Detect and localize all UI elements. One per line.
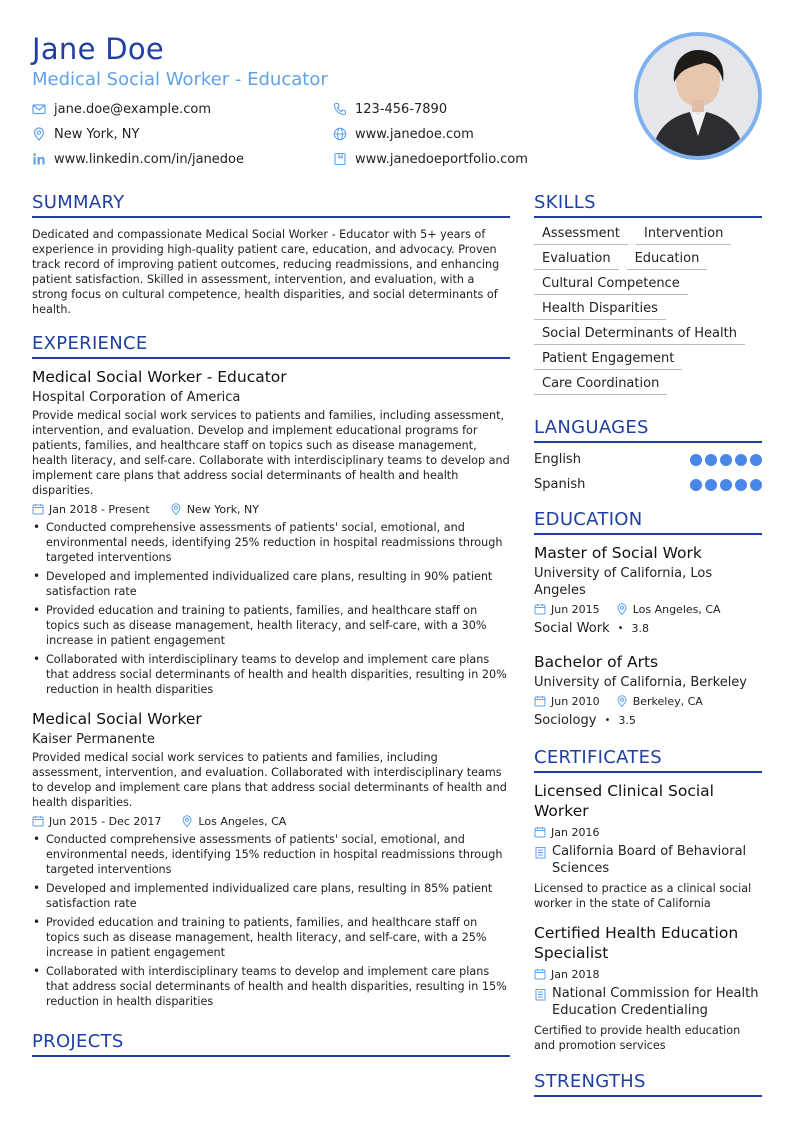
globe-icon <box>333 127 347 141</box>
proficiency-dot <box>720 454 732 466</box>
calendar-icon <box>534 603 546 615</box>
job-entry <box>32 367 510 697</box>
education-field-row <box>534 712 762 729</box>
contact-phone[interactable] <box>333 100 447 118</box>
certificate-date-row <box>534 966 762 982</box>
phone-icon <box>333 102 347 116</box>
contact-linkedin[interactable] <box>32 150 244 168</box>
education-gpa: 3.8 <box>631 622 650 635</box>
proficiency-dot <box>750 454 762 466</box>
certificates-heading: CERTIFICATES <box>534 747 762 773</box>
left-column <box>32 192 510 1057</box>
linkedin-icon <box>32 152 46 166</box>
resume-header <box>32 32 592 92</box>
map-pin-icon <box>616 603 628 615</box>
job-location: New York, NY <box>186 502 259 516</box>
job-description: Provided medical social work services to patients and families, including assessment, intervention, and evaluation. Collaborated with interdisciplinary teams to develop and implement care plans that address social determinants of health and health disparities. <box>32 751 507 809</box>
education-location-wrap <box>616 695 703 708</box>
candidate-role: Medical Social Worker - Educator <box>32 69 328 90</box>
map-pin-icon <box>181 815 193 827</box>
skill-tag: Education <box>627 249 708 270</box>
education-entry <box>534 652 762 729</box>
education-location: Los Angeles, CA <box>632 602 721 616</box>
skill-tag: Social Determinants of Health <box>534 324 745 345</box>
education-entry <box>534 543 762 637</box>
map-pin-icon <box>32 127 46 141</box>
education-location: Berkeley, CA <box>632 694 703 708</box>
language-row <box>534 472 762 497</box>
language-row <box>534 447 762 472</box>
skills-list <box>534 224 762 399</box>
certificate-description: Certified to provide health education and promotion services <box>534 1024 741 1052</box>
job-dates: Jan 2018 - Present <box>49 502 150 516</box>
job-meta <box>32 501 510 517</box>
proficiency-dot <box>690 479 702 491</box>
proficiency-dot <box>705 479 717 491</box>
bookmark-icon <box>333 152 347 166</box>
education-field: Sociology <box>534 713 597 728</box>
certificate-description: Licensed to practice as a clinical social worker in the state of California <box>534 882 752 910</box>
job-bullets <box>32 832 510 1009</box>
map-pin-icon <box>616 695 628 707</box>
contact-email[interactable] <box>32 100 211 118</box>
job-entry <box>32 709 510 1009</box>
envelope-icon <box>32 102 46 116</box>
education-date: Jun 2015 <box>551 602 600 616</box>
projects-heading: PROJECTS <box>32 1031 510 1057</box>
portrait-image <box>638 36 758 156</box>
education-gpa: 3.5 <box>618 714 636 727</box>
contact-website[interactable] <box>333 125 474 143</box>
certificate-title: Licensed Clinical Social Worker <box>534 782 714 820</box>
building-icon <box>534 846 547 859</box>
education-meta <box>534 601 762 617</box>
school-name: University of California, Berkeley <box>534 675 747 690</box>
proficiency-dot <box>735 454 747 466</box>
language-name: Spanish <box>534 477 586 492</box>
job-company: Hospital Corporation of America <box>32 390 241 405</box>
language-name: English <box>534 452 581 467</box>
certificate-org: California Board of Behavioral Sciences <box>552 844 747 876</box>
certificate-entry <box>534 923 762 1053</box>
contact-portfolio[interactable] <box>333 150 528 168</box>
skill-tag: Intervention <box>636 224 731 245</box>
proficiency-dot <box>735 479 747 491</box>
certificate-org: National Commission for Health Education Credentialing <box>552 986 759 1018</box>
experience-heading: EXPERIENCE <box>32 333 510 359</box>
education-heading: EDUCATION <box>534 509 762 535</box>
job-description: Provide medical social work services to patients and families, including assessment, intervention, and evaluation. Develop and implement educational programs for patients, families, and healthcare staff on topics such as disease management, health literacy, and self-care. Collaborate with interdisciplinary teams to develop and implement care plans that address social determinants of health and health disparities. <box>32 409 510 497</box>
portfolio-text: www.janedoeportfolio.com <box>355 151 528 167</box>
phone-text: 123-456-7890 <box>355 101 448 117</box>
linkedin-text: www.linkedin.com/in/janedoe <box>54 151 244 167</box>
certificate-org-row <box>534 843 762 877</box>
calendar-icon <box>534 695 546 707</box>
education-field-row <box>534 620 762 637</box>
job-title: Medical Social Worker - Educator <box>32 368 287 386</box>
contact-location <box>32 125 139 143</box>
certificate-title: Certified Health Education Specialist <box>534 924 739 962</box>
certificate-entry <box>534 781 762 911</box>
list-item: • Conducted comprehensive assessments of patients' social, emotional, and environmental needs, identifying 25% reduction in hospital readmissions through targeted interventions <box>32 520 510 565</box>
email-text: jane.doe@example.com <box>54 101 212 117</box>
job-meta <box>32 813 510 829</box>
language-level-dots <box>687 479 762 491</box>
skill-tag: Assessment <box>534 224 628 245</box>
degree-title: Bachelor of Arts <box>534 653 659 671</box>
skill-tag: Health Disparities <box>534 299 666 320</box>
list-item: • Conducted comprehensive assessments of patients' social, emotional, and environmental needs, identifying 15% reduction in hospital readmissions through targeted interventions <box>32 832 510 877</box>
degree-title: Master of Social Work <box>534 544 702 562</box>
language-level-dots <box>687 454 762 466</box>
skill-tag: Care Coordination <box>534 374 667 395</box>
proficiency-dot <box>720 479 732 491</box>
list-item: • Developed and implemented individualized care plans, resulting in 90% patient satisfaction rate <box>32 569 510 599</box>
skills-heading: SKILLS <box>534 192 762 218</box>
calendar-icon <box>534 826 546 838</box>
job-location: Los Angeles, CA <box>198 814 287 828</box>
certificate-org-row <box>534 985 762 1019</box>
job-location-wrap <box>170 503 259 516</box>
certificate-date: Jan 2016 <box>551 825 600 839</box>
right-column <box>534 192 762 1097</box>
job-location-wrap <box>181 815 286 828</box>
list-item: • Provided education and training to patients, families, and healthcare staff on topics such as disease management, health literacy, and self-care, with a 25% increase in patient engagement <box>32 915 510 960</box>
education-field: Social Work <box>534 621 610 636</box>
proficiency-dot <box>750 479 762 491</box>
proficiency-dot <box>690 454 702 466</box>
bullet-separator: • <box>604 715 611 726</box>
certificate-date-row <box>534 824 762 840</box>
list-item: • Provided education and training to patients, families, and healthcare staff on topics such as disease management, health literacy, and self-care, with a 30% increase in patient engagement <box>32 603 510 648</box>
skill-tag: Evaluation <box>534 249 619 270</box>
job-dates: Jun 2015 - Dec 2017 <box>49 814 162 828</box>
website-text: www.janedoe.com <box>355 126 474 142</box>
job-bullets <box>32 520 510 697</box>
job-company: Kaiser Permanente <box>32 732 155 747</box>
calendar-icon <box>32 503 44 515</box>
proficiency-dot <box>705 454 717 466</box>
languages-heading: LANGUAGES <box>534 417 762 443</box>
languages-list <box>534 447 762 497</box>
list-item: • Developed and implemented individualized care plans, resulting in 85% patient satisfaction rate <box>32 881 510 911</box>
education-date: Jun 2010 <box>551 694 600 708</box>
list-item: • Collaborated with interdisciplinary teams to develop and implement care plans that address social determinants of health and health disparities, resulting in 15% reduction in health disparities <box>32 964 510 1009</box>
building-icon <box>534 988 547 1001</box>
bullet-separator: • <box>617 623 624 634</box>
profile-photo <box>634 32 762 160</box>
list-item: • Collaborated with interdisciplinary teams to develop and implement care plans that address social determinants of health and health disparities, resulting in 20% reduction in health disparities <box>32 652 510 697</box>
skill-tag: Cultural Competence <box>534 274 688 295</box>
location-text: New York, NY <box>54 126 140 142</box>
skill-tag: Patient Engagement <box>534 349 682 370</box>
strengths-heading: STRENGTHS <box>534 1071 762 1097</box>
school-name: University of California, Los Angeles <box>534 566 713 598</box>
education-meta <box>534 693 762 709</box>
calendar-icon <box>32 815 44 827</box>
certificate-date: Jan 2018 <box>551 967 600 981</box>
candidate-name: Jane Doe <box>32 32 165 66</box>
summary-heading: SUMMARY <box>32 192 510 218</box>
summary-text: Dedicated and compassionate Medical Social Worker - Educator with 5+ years of experience in providing high-quality patient care, education, and advocacy. Proven track record of improving patient outcomes, reducing readmissions, and enhancing patient satisfaction. Skilled in assessment, intervention, and evaluation, with a strong focus on cultural competence, health disparities, and social determinants of health. <box>32 228 500 316</box>
map-pin-icon <box>170 503 182 515</box>
education-location-wrap <box>616 603 721 616</box>
job-title: Medical Social Worker <box>32 710 202 728</box>
calendar-icon <box>534 968 546 980</box>
